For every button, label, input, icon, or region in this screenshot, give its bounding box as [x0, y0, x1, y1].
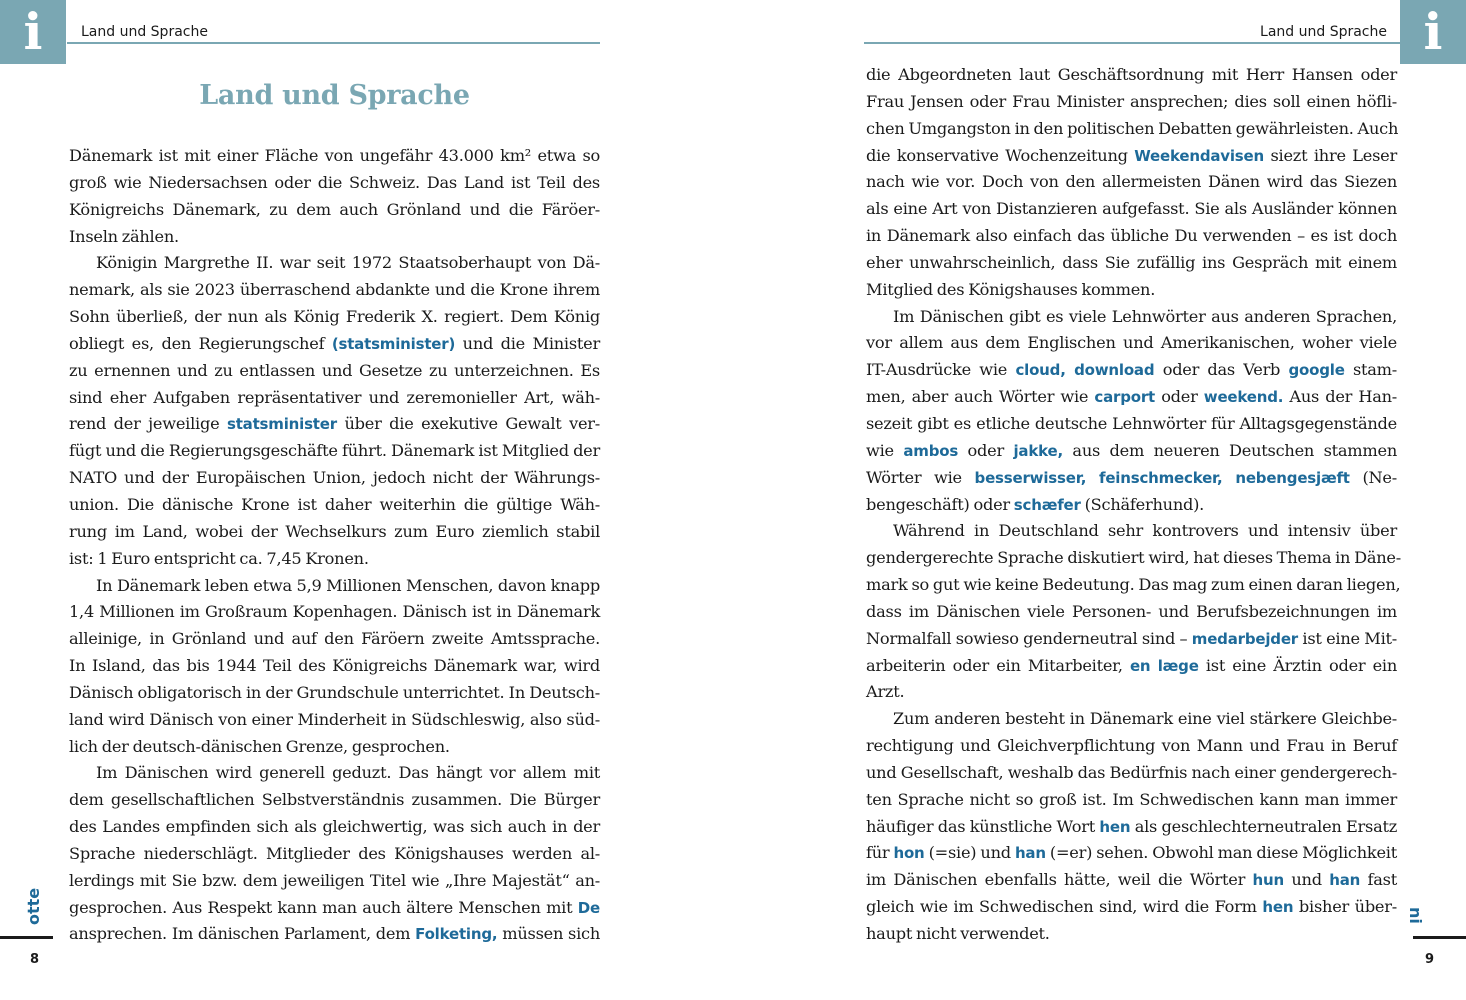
text-run: Zum anderen besteht in Dänemark eine viel stärkere Gleichbe-: [893, 709, 1397, 729]
text-run: ten Sprache nicht so groß ist. Im Schwedischen kann man immer: [866, 789, 1397, 809]
text-run: dem gesellschaftlichen Selbstverständnis zusammen. Die Bürger: [69, 790, 600, 810]
footer-rule: [0, 936, 53, 939]
text-line: [69, 546, 600, 573]
text-line: [866, 679, 1397, 706]
text-run: 1,4 Millionen im Großraum Kopenhagen. Dänisch ist in Dänemark: [69, 602, 600, 622]
text-run: dass im Dänischen viele Personen- und Berufsbezeichnungen im: [866, 601, 1397, 621]
text-line: [866, 438, 1397, 465]
text-line: [866, 465, 1397, 492]
text-line: [866, 223, 1397, 250]
keyword: ambos: [903, 441, 959, 460]
text-run: groß wie Niedersachsen oder die Schweiz. Das Land ist Teil des: [69, 172, 600, 192]
text-line: [69, 573, 600, 600]
text-run: eher unwahrscheinlich, dass Sie zufällig ins Gespräch mit einem: [866, 252, 1397, 272]
text-line: [69, 304, 600, 331]
keyword: hon: [893, 844, 925, 863]
text-run: im Dänischen ebenfalls hätte, weil die Wörter: [866, 870, 1253, 890]
text-line: [866, 357, 1397, 384]
keyword: han: [1329, 871, 1361, 890]
text-line: [866, 518, 1397, 545]
text-line: [69, 707, 600, 734]
text-run: und: [1283, 870, 1330, 890]
info-icon: i: [0, 0, 66, 64]
text-line: [866, 89, 1397, 116]
text-line: [69, 734, 600, 761]
text-line: [69, 653, 600, 680]
text-run: mark so gut wie keine Bedeutung. Das mag zum einen daran liegen,: [866, 575, 1401, 595]
text-line: [69, 277, 600, 304]
text-run: rend der jeweilige: [69, 414, 227, 434]
text-run: lerdings mit Sie bzw. dem jeweiligen Titel wie „Ihre Majestät“ an-: [69, 870, 600, 890]
keyword: han: [1014, 844, 1046, 863]
keyword: hen: [1262, 898, 1294, 917]
side-tab: ni: [1406, 907, 1425, 924]
text-run: und Gesellschaft, weshalb das Bedürfnis nach einer gendergerech-: [866, 762, 1397, 782]
text-run: alleinige, in Grönland und auf den Färöern zweite Amtssprache.: [69, 629, 600, 649]
text-run: gleich wie im Schwedischen sind, wird die Form: [866, 897, 1263, 917]
text-line: [69, 760, 600, 787]
text-line: [866, 545, 1401, 572]
keyword: statsminister: [226, 415, 337, 434]
text-run: bengeschäft) oder: [866, 494, 1014, 514]
text-run: fast: [1360, 870, 1397, 890]
running-head: Land und Sprache: [67, 22, 600, 44]
text-run: Normalfall sowieso genderneutral sind –: [866, 628, 1192, 648]
text-run: stam-: [1344, 360, 1397, 380]
text-line: [866, 626, 1397, 653]
text-line: [69, 841, 600, 868]
text-run: über die exekutive Gewalt ver-: [336, 414, 601, 434]
text-line: [866, 277, 1397, 304]
text-run: ist: 1 Euro entspricht ca. 7,45 Kronen.: [69, 548, 369, 568]
text-run: men, aber auch Wörter wie: [866, 387, 1095, 407]
text-line: [866, 116, 1397, 143]
text-line: [69, 250, 600, 277]
text-run: Sprache niederschlägt. Mitglieder des Königshauses werden al-: [69, 843, 600, 863]
keyword: weekend.: [1203, 388, 1284, 407]
text-run: haupt nicht verwendet.: [866, 924, 1050, 943]
text-run: gesprochen. Aus Respekt kann man auch ältere Menschen mit: [69, 897, 578, 917]
keyword: google: [1288, 361, 1345, 380]
text-run: union. Die dänische Krone ist daher weiterhin die gültige Wäh-: [69, 494, 600, 514]
text-run: siezt ihre Leser: [1263, 145, 1397, 165]
text-line: [866, 894, 1397, 921]
text-run: (=er) sehen. Obwohl man diese Möglichkeit: [1045, 843, 1397, 863]
text-run: die Abgeordneten laut Geschäftsordnung mit Herr Hansen oder: [866, 65, 1397, 84]
text-run: aus dem neueren Deutschen stammen: [1062, 440, 1397, 460]
text-line: [69, 868, 600, 895]
text-line: [866, 169, 1397, 196]
chapter-title: Land und Sprache: [199, 80, 470, 111]
keyword: hun: [1252, 871, 1284, 890]
text-line: [866, 62, 1397, 89]
text-line: [69, 411, 600, 438]
text-line: [69, 438, 600, 465]
text-line: [69, 599, 600, 626]
text-line: [866, 787, 1397, 814]
footer-rule: [1413, 936, 1466, 939]
keyword: De: [577, 898, 600, 917]
text-run: rung im Land, wobei der Wechselkurs zum Euro ziemlich stabil: [69, 521, 600, 541]
text-run: ist eine Ärztin oder ein: [1198, 655, 1397, 675]
text-run: nemark, als sie 2023 überraschend abdankte und die Krone ihrem: [69, 280, 600, 300]
keyword: (statsminister): [331, 334, 456, 353]
keyword: cloud, download: [1015, 361, 1155, 380]
right-page: [733, 0, 1466, 1000]
body-text: [69, 143, 600, 948]
text-line: [69, 921, 600, 948]
text-line: [69, 197, 600, 224]
text-run: oder das Verb: [1154, 360, 1289, 380]
text-run: IT-Ausdrücke wie: [866, 360, 1016, 380]
side-tab: otte: [24, 887, 43, 925]
text-run: Inseln zählen.: [69, 226, 179, 246]
body-text: [866, 62, 1401, 948]
text-run: oder: [958, 440, 1014, 460]
text-line: [69, 385, 600, 412]
text-line: [69, 814, 600, 841]
text-run: Im Dänischen wird generell geduzt. Das hängt vor allem mit: [96, 763, 600, 783]
text-run: sezeit gibt es etliche deutsche Lehnwörter für Alltagsgegenstände: [866, 413, 1397, 433]
text-run: sind eher Aufgaben repräsentativer und zeremonieller Art, wäh-: [69, 387, 600, 407]
text-run: Während in Deutschland sehr kontrovers und intensiv über: [893, 521, 1397, 541]
text-run: wie: [866, 440, 904, 460]
text-run: Königin Margrethe II. war seit 1972 Staatsoberhaupt von Dä-: [96, 253, 600, 273]
text-run: und die Minister: [455, 333, 600, 353]
keyword: jakke,: [1013, 441, 1063, 460]
text-run: in Dänemark also einfach das übliche Du verwenden – es ist doch: [866, 226, 1397, 246]
text-line: [69, 626, 600, 653]
text-run: land wird Dänisch von einer Minderheit in Südschleswig, also süd-: [69, 709, 600, 729]
text-line: [866, 733, 1397, 760]
text-run: als geschlechterneutralen Ersatz: [1130, 816, 1398, 836]
text-run: Frau Jensen oder Frau Minister ansprechen; dies soll einen höfli-: [866, 91, 1397, 111]
text-run: nach wie vor. Doch von den allermeisten Dänen wird das Siezen: [866, 172, 1397, 192]
text-run: als eine Art von Distanzieren aufgefasst. Sie als Ausländer können: [866, 199, 1397, 219]
text-run: Dänisch obligatorisch in der Grundschule unterrichtet. In Deutsch-: [69, 682, 600, 702]
page-number: 9: [1424, 952, 1434, 967]
text-line: [866, 304, 1397, 331]
text-run: obliegt es, den Regierungschef: [69, 333, 332, 353]
text-run: Wörter wie: [866, 467, 975, 487]
text-line: [69, 895, 600, 922]
text-run: In Dänemark leben etwa 5,9 Millionen Menschen, davon knapp: [96, 575, 600, 595]
text-line: [866, 250, 1397, 277]
keyword: carport: [1094, 388, 1156, 407]
text-line: [866, 867, 1397, 894]
text-run: gendergerechte Sprache diskutiert wird, hat dieses Thema in Däne-: [866, 548, 1401, 568]
text-run: Im Dänischen gibt es viele Lehnwörter aus anderen Sprachen,: [893, 306, 1397, 326]
text-line: [866, 330, 1397, 357]
text-line: [866, 653, 1397, 680]
text-run: NATO und der Europäischen Union, jedoch nicht der Währungs-: [69, 468, 600, 488]
keyword: Weekendavisen: [1134, 146, 1264, 165]
keyword: besserwisser, feinschmecker, nebengesjæft: [974, 468, 1350, 487]
text-run: zu ernennen und zu entlassen und Gesetze zu unterzeichnen. Es: [69, 360, 600, 380]
text-line: [69, 143, 600, 170]
text-line: [866, 706, 1397, 733]
text-line: [866, 492, 1397, 519]
text-run: müssen sich: [497, 924, 600, 944]
text-run: Königreichs Dänemark, zu dem auch Grönland und die Färöer-: [69, 199, 600, 219]
text-line: [866, 411, 1397, 438]
text-line: [69, 358, 600, 385]
text-line: [69, 787, 600, 814]
keyword: hen: [1099, 817, 1131, 836]
text-run: häufiger das künstliche Wort: [866, 816, 1100, 836]
keyword: Folketing,: [415, 925, 498, 944]
text-run: Aus der Han-: [1283, 387, 1397, 407]
text-run: fügt und die Regierungsgeschäfte führt. Dänemark ist Mitglied der: [69, 441, 600, 461]
text-line: [866, 143, 1397, 170]
keyword: medarbejder: [1191, 629, 1299, 648]
text-run: (Ne-: [1349, 467, 1397, 487]
text-run: Dänemark ist mit einer Fläche von ungefähr 43.000 km² etwa so: [69, 146, 600, 165]
text-line: [69, 224, 600, 251]
text-line: [69, 680, 600, 707]
text-run: ansprechen. Im dänischen Parlament, dem: [69, 924, 416, 944]
info-icon: i: [1400, 0, 1466, 64]
text-run: Arzt.: [866, 682, 905, 702]
text-line: [866, 814, 1397, 841]
text-run: Mitglied des Königshauses kommen.: [866, 279, 1156, 299]
text-run: chen Umgangston in den politischen Debatten gewährleisten. Auch: [866, 118, 1399, 138]
text-run: rechtigung und Gleichverpflichtung von Mann und Frau in Beruf: [866, 736, 1397, 756]
text-line: [866, 760, 1397, 787]
text-line: [866, 840, 1397, 867]
text-run: lich der deutsch-dänischen Grenze, gesprochen.: [69, 736, 450, 756]
text-line: [69, 170, 600, 197]
text-line: [866, 196, 1397, 223]
text-line: [69, 492, 600, 519]
text-line: [866, 921, 1397, 948]
running-head: Land und Sprache: [864, 22, 1401, 44]
keyword: schæfer: [1013, 495, 1081, 514]
text-line: [69, 519, 600, 546]
text-line: [866, 384, 1397, 411]
keyword: en læge: [1129, 656, 1199, 675]
text-run: bisher über-: [1293, 897, 1397, 917]
text-run: oder: [1155, 387, 1204, 407]
text-run: Sohn überließ, der nun als König Frederik X. regiert. Dem König: [69, 307, 600, 327]
text-run: In Island, das bis 1944 Teil des Königreichs Dänemark war, wird: [69, 656, 600, 676]
text-line: [69, 465, 600, 492]
text-run: (=sie) und: [924, 843, 1015, 863]
page-number: 8: [30, 952, 40, 967]
text-run: (Schäferhund).: [1080, 494, 1205, 514]
text-run: die konservative Wochenzeitung: [866, 145, 1135, 165]
text-run: ist eine Mit-: [1298, 628, 1397, 648]
text-line: [866, 599, 1397, 626]
text-run: vor allem aus dem Englischen und Amerikanischen, woher viele: [866, 333, 1397, 353]
text-run: des Landes empfinden sich als gleichwertig, was sich auch in der: [69, 817, 600, 837]
text-line: [69, 331, 600, 358]
text-line: [866, 572, 1401, 599]
text-run: arbeiterin oder ein Mitarbeiter,: [866, 655, 1130, 675]
text-run: für: [866, 843, 894, 863]
